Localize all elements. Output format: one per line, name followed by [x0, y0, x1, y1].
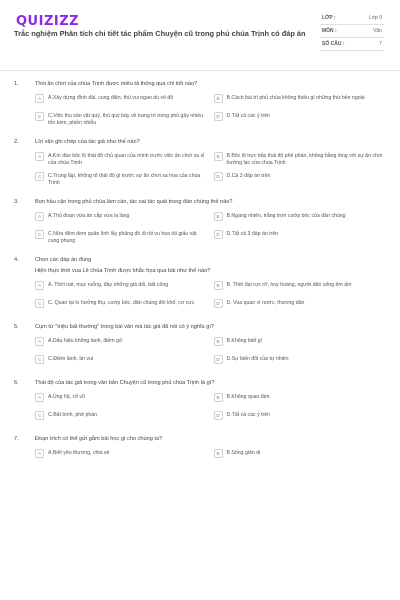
- answer-option[interactable]: [35, 152, 208, 167]
- option-text: C.Trung lập, không tỏ thái độ gì trước sự ăn chơi xa hoa của chúa Trịnh: [48, 173, 201, 186]
- option-text: C.Bất bình, phê phán: [48, 412, 98, 418]
- question-header: [14, 435, 386, 443]
- option-text: D.Tất cả các ý trên: [226, 412, 271, 418]
- answer-option[interactable]: [214, 393, 387, 406]
- question-text: Đoạn trích có thể gửi gắm bài học gì cho chúng ta?: [35, 436, 163, 442]
- option-letter-box: A: [35, 212, 44, 221]
- answer-option[interactable]: [214, 212, 387, 225]
- option-letter-box: B: [214, 337, 223, 346]
- answer-option[interactable]: [35, 337, 208, 350]
- option-letter-box: B: [214, 281, 223, 290]
- option-text: B.Bộc lộ trực tiếp thái độ phê phán, không bằng lòng với sự ăn chơi hưởng lạc của chúa Trịnh: [226, 153, 383, 166]
- question-number: 1.: [14, 81, 19, 87]
- question-number: 3.: [14, 199, 19, 205]
- question-item: [14, 198, 386, 245]
- worksheet-title: Trắc nghiệm Phân tích chi tiết tác phẩm Chuyện cũ trong phủ chúa Trịnh có đáp án: [14, 29, 306, 38]
- question-header: [14, 138, 386, 146]
- answer-option[interactable]: [214, 152, 387, 167]
- question-text: Lời văn ghi chép của tác giả như thế nào?: [35, 139, 140, 145]
- question-text: Chọn các đáp án đúng: [35, 257, 92, 263]
- header-divider: [0, 70, 400, 71]
- answer-option[interactable]: [35, 112, 208, 127]
- answer-option[interactable]: [214, 299, 387, 312]
- option-text: D.Tất cả 3 đáp án trên: [226, 231, 279, 237]
- question-header: [14, 379, 386, 387]
- option-letter-box: A: [35, 393, 44, 402]
- answer-options: [14, 337, 386, 368]
- answer-options: [14, 212, 386, 245]
- question-header: [14, 80, 386, 88]
- question-item: [14, 435, 386, 462]
- answer-option[interactable]: [214, 355, 387, 368]
- option-text: B. Thời đại rực rỡ, huy hoàng, người dân sống êm ấm: [226, 282, 352, 288]
- option-text: B.Cách bài trí phủ chúa không thiếu gì những thứ bền ngoài: [226, 95, 365, 101]
- option-letter-box: C: [35, 355, 44, 364]
- answer-option[interactable]: [214, 337, 387, 350]
- option-letter-box: C: [35, 172, 44, 181]
- quizizz-logo: QUIZIZZ: [16, 14, 80, 29]
- option-text: C.Việc thu sản vật quý, thú quý bày về trang trí trong phủ gây nhiều tốn kém, phiền nhiễu: [48, 113, 204, 126]
- option-letter-box: C: [35, 299, 44, 308]
- answer-options: [14, 393, 386, 424]
- option-letter-box: B: [214, 152, 223, 161]
- option-letter-box: A: [35, 152, 44, 161]
- option-text: A.Ủng hộ, cổ vũ: [48, 394, 85, 400]
- answer-options: [14, 449, 386, 462]
- answer-option[interactable]: [35, 449, 208, 462]
- answer-options: [14, 281, 386, 312]
- option-letter-box: A: [35, 337, 44, 346]
- answer-option[interactable]: [35, 172, 208, 187]
- question-number: 7.: [14, 436, 19, 442]
- option-letter-box: B: [214, 393, 223, 402]
- worksheet-meta: [320, 12, 384, 51]
- answer-option[interactable]: [35, 230, 208, 245]
- question-item: [14, 80, 386, 127]
- answer-option[interactable]: [214, 94, 387, 107]
- option-letter-box: C: [35, 230, 44, 239]
- answer-options: [14, 94, 386, 127]
- option-letter-box: D: [214, 172, 223, 181]
- question-item: [14, 256, 386, 312]
- question-subtext: Hiện thực thời vua Lê chúa Trịnh được khắc họa qua bài như thế nào?: [35, 268, 211, 274]
- option-text: D.Cả 3 đáp án trên: [226, 173, 271, 179]
- meta-key: SỐ CÂU :: [322, 41, 345, 47]
- option-letter-box: D: [214, 355, 223, 364]
- meta-row-grade: [320, 12, 384, 25]
- option-letter-box: B: [214, 212, 223, 221]
- answer-option[interactable]: [35, 212, 208, 225]
- option-letter-box: D: [214, 299, 223, 308]
- option-letter-box: B: [214, 94, 223, 103]
- meta-value: Văn: [373, 28, 382, 34]
- option-text: B.Không biết gì: [226, 338, 262, 344]
- option-text: A.Kín đáo bộc lộ thái độ chủ quan của mình trước việc ăn chơi xa xỉ của chúa Trịnh: [48, 153, 205, 166]
- question-number: 5.: [14, 324, 19, 330]
- option-letter-box: A: [35, 281, 44, 290]
- question-number: 6.: [14, 380, 19, 386]
- option-letter-box: D: [214, 411, 223, 420]
- option-text: D.Tất cả các ý trên: [226, 113, 271, 119]
- answer-option[interactable]: [35, 355, 208, 368]
- option-text: A.Xây dựng đình đài, cung điện, thú vui ngao du vô độ: [48, 95, 174, 101]
- meta-row-count: [320, 38, 384, 51]
- option-letter-box: A: [35, 449, 44, 458]
- meta-value: 7: [379, 41, 382, 47]
- option-text: B.Sống giản dị: [226, 450, 261, 456]
- question-text: Cụm từ "triệu bất thường" trong bài văn mà tác giả đã nói có ý nghĩa gì?: [35, 324, 214, 330]
- option-text: B.Ngang nhiên, trắng trợn cướp bóc của dân chúng: [226, 213, 346, 219]
- answer-option[interactable]: [214, 230, 387, 245]
- question-text: Bọn hầu cận trong phủ chúa làm càn, tác oai tác quái trong đán chúng thế nào?: [35, 199, 233, 205]
- question-item: [14, 138, 386, 187]
- question-header: [14, 323, 386, 331]
- option-letter-box: B: [214, 449, 223, 458]
- question-text: Thói ăn chơi của chúa Trịnh được miêu tả thông qua chi tiết nào?: [35, 81, 198, 87]
- option-text: C. Quan lại lo hưởng thụ, cướp bóc, dân chúng đói khổ, cơ cực: [48, 300, 195, 306]
- answer-option[interactable]: [214, 449, 387, 462]
- answer-option[interactable]: [35, 281, 208, 294]
- option-letter-box: D: [214, 112, 223, 121]
- answer-option[interactable]: [214, 112, 387, 127]
- answer-option[interactable]: [214, 281, 387, 294]
- question-list: [14, 80, 386, 473]
- meta-value: Lớp 9: [368, 15, 382, 21]
- question-header: [14, 198, 386, 206]
- answer-options: [14, 152, 386, 187]
- option-text: A. Thời nát, mục ruỗng, đầy những giả dối, bất công: [48, 282, 169, 288]
- option-text: A.Biết yêu thương, chia sẻ: [48, 450, 110, 456]
- question-number: 2.: [14, 139, 19, 145]
- option-text: A.Thủ đoạn vừa ăn cắp vừa la làng: [48, 213, 130, 219]
- option-text: C.Nửa đêm đem quân lính lẩy phăng đồ đi rồi vu họa tội giấu vật cung phụng: [48, 231, 197, 244]
- answer-option[interactable]: [35, 393, 208, 406]
- answer-option[interactable]: [35, 411, 208, 424]
- meta-key: LỚP :: [322, 15, 336, 21]
- option-text: D. Vua quan vì nước, thương dân: [226, 300, 305, 306]
- answer-option[interactable]: [214, 411, 387, 424]
- meta-row-subject: [320, 25, 384, 38]
- question-item: [14, 323, 386, 368]
- option-letter-box: D: [214, 230, 223, 239]
- option-text: C.Điềm lành, tin vui: [48, 356, 93, 362]
- option-text: A.Dấu hiệu không lành, điềm gở: [48, 338, 123, 344]
- option-text: B.Không quan tâm: [226, 394, 270, 400]
- option-letter-box: C: [35, 411, 44, 420]
- question-number: 4.: [14, 257, 19, 263]
- answer-option[interactable]: [214, 172, 387, 187]
- question-header: [14, 256, 386, 264]
- question-text: Thái độ của tác giả trong văn bản Chuyện cũ trong phủ chúa Trịnh là gì?: [35, 380, 215, 386]
- option-letter-box: C: [35, 112, 44, 121]
- option-letter-box: A: [35, 94, 44, 103]
- option-text: D.Sự biến đổi của tự nhiên: [226, 356, 289, 362]
- answer-option[interactable]: [35, 299, 208, 312]
- worksheet-header: [14, 12, 386, 70]
- meta-key: MÔN :: [322, 28, 337, 34]
- answer-option[interactable]: [35, 94, 208, 107]
- question-item: [14, 379, 386, 424]
